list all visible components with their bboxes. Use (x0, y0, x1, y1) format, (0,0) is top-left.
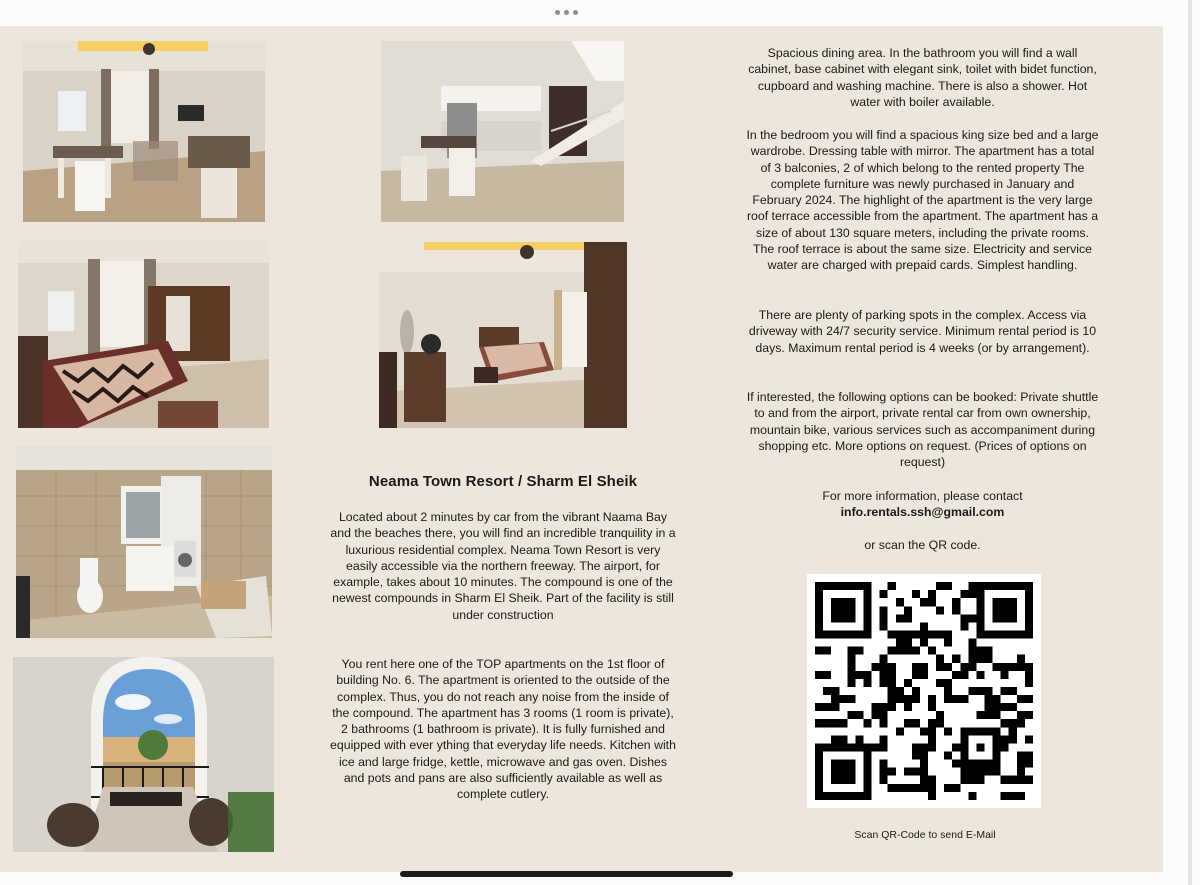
bedroom-photo (18, 241, 269, 428)
balcony-photo (13, 657, 274, 852)
second-bedroom-photo (379, 242, 627, 428)
contact-email[interactable]: info.rentals.ssh@gmail.com (840, 505, 1005, 519)
window-edge (1188, 0, 1192, 885)
more-dots-icon[interactable] (555, 9, 579, 17)
contact-intro: For more information, please contact (822, 489, 1023, 503)
options-paragraph: If interested, the following options can be booked: Private shuttle to and from the airport, private rental car from own ownership, mountain bike, various services such as accompaniment during shopping etc. More options on request. (Prices of options on request) (746, 390, 1099, 470)
listing-title: Neama Town Resort / Sharm El Sheik (368, 473, 638, 490)
kitchen-photo (381, 41, 624, 222)
qr-caption: Scan QR-Code to send E-Mail (854, 829, 996, 841)
intro-paragraph: Located about 2 minutes by car from the vibrant Naama Bay and the beaches there, you will find an incredible tranquility in a luxurious residential complex. Neama Town Resort is very easily accessible via the northern freeway. The airport, for example, takes about 10 minutes. The compound is one of the newest compounds in Sharm El Sheik. Part of the facility is still under construction (330, 510, 676, 622)
living-room-photo (23, 41, 265, 222)
qr-prompt: or scan the QR code. (864, 538, 981, 552)
home-indicator[interactable] (400, 871, 733, 877)
bedroom-paragraph: In the bedroom you will find a spacious king size bed and a large wardrobe. Dressing table with mirror. The apartment has a total of 3 balconies, 2 of which belong to the rented property The complete furniture was newly purchased in January and February 2024. The highlight of the apartment is the very large roof terrace accessible from the apartment. The apartment has a size of about 130 square meters, including the private rooms. The roof terrace is about the same size. Electricity and service water are charged with prepaid cards. Simplest handling. (746, 128, 1099, 273)
dining-paragraph: Spacious dining area. In the bathroom you will find a wall cabinet, base cabinet with elegant sink, toilet with bidet function, cupboard and washing machine. There is also a shower. Hot water with boiler available. (748, 46, 1097, 109)
bathroom-photo (16, 446, 272, 638)
qr-code[interactable] (807, 574, 1041, 808)
apartment-paragraph: You rent here one of the TOP apartments on the 1st floor of building No. 6. The apartment is oriented to the outside of the complex. Thus, you do not reach any noise from the inside of the compound. The apartment has 3 rooms (1 room is private), 2 bathrooms (1 bathroom is private). It is fully furnished and equipped with ever ything that everyday life needs. Kitchen with ice and large fridge, kettle, microwave and gas oven. Dishes and pots and pans are also sufficiently available as well as complete cutlery. (330, 657, 676, 802)
parking-paragraph: There are plenty of parking spots in the complex. Access via driveway with 24/7 security service. Minimum rental period is 10 days. Maximum rental period is 4 weeks (or by arrangement). (748, 308, 1097, 355)
